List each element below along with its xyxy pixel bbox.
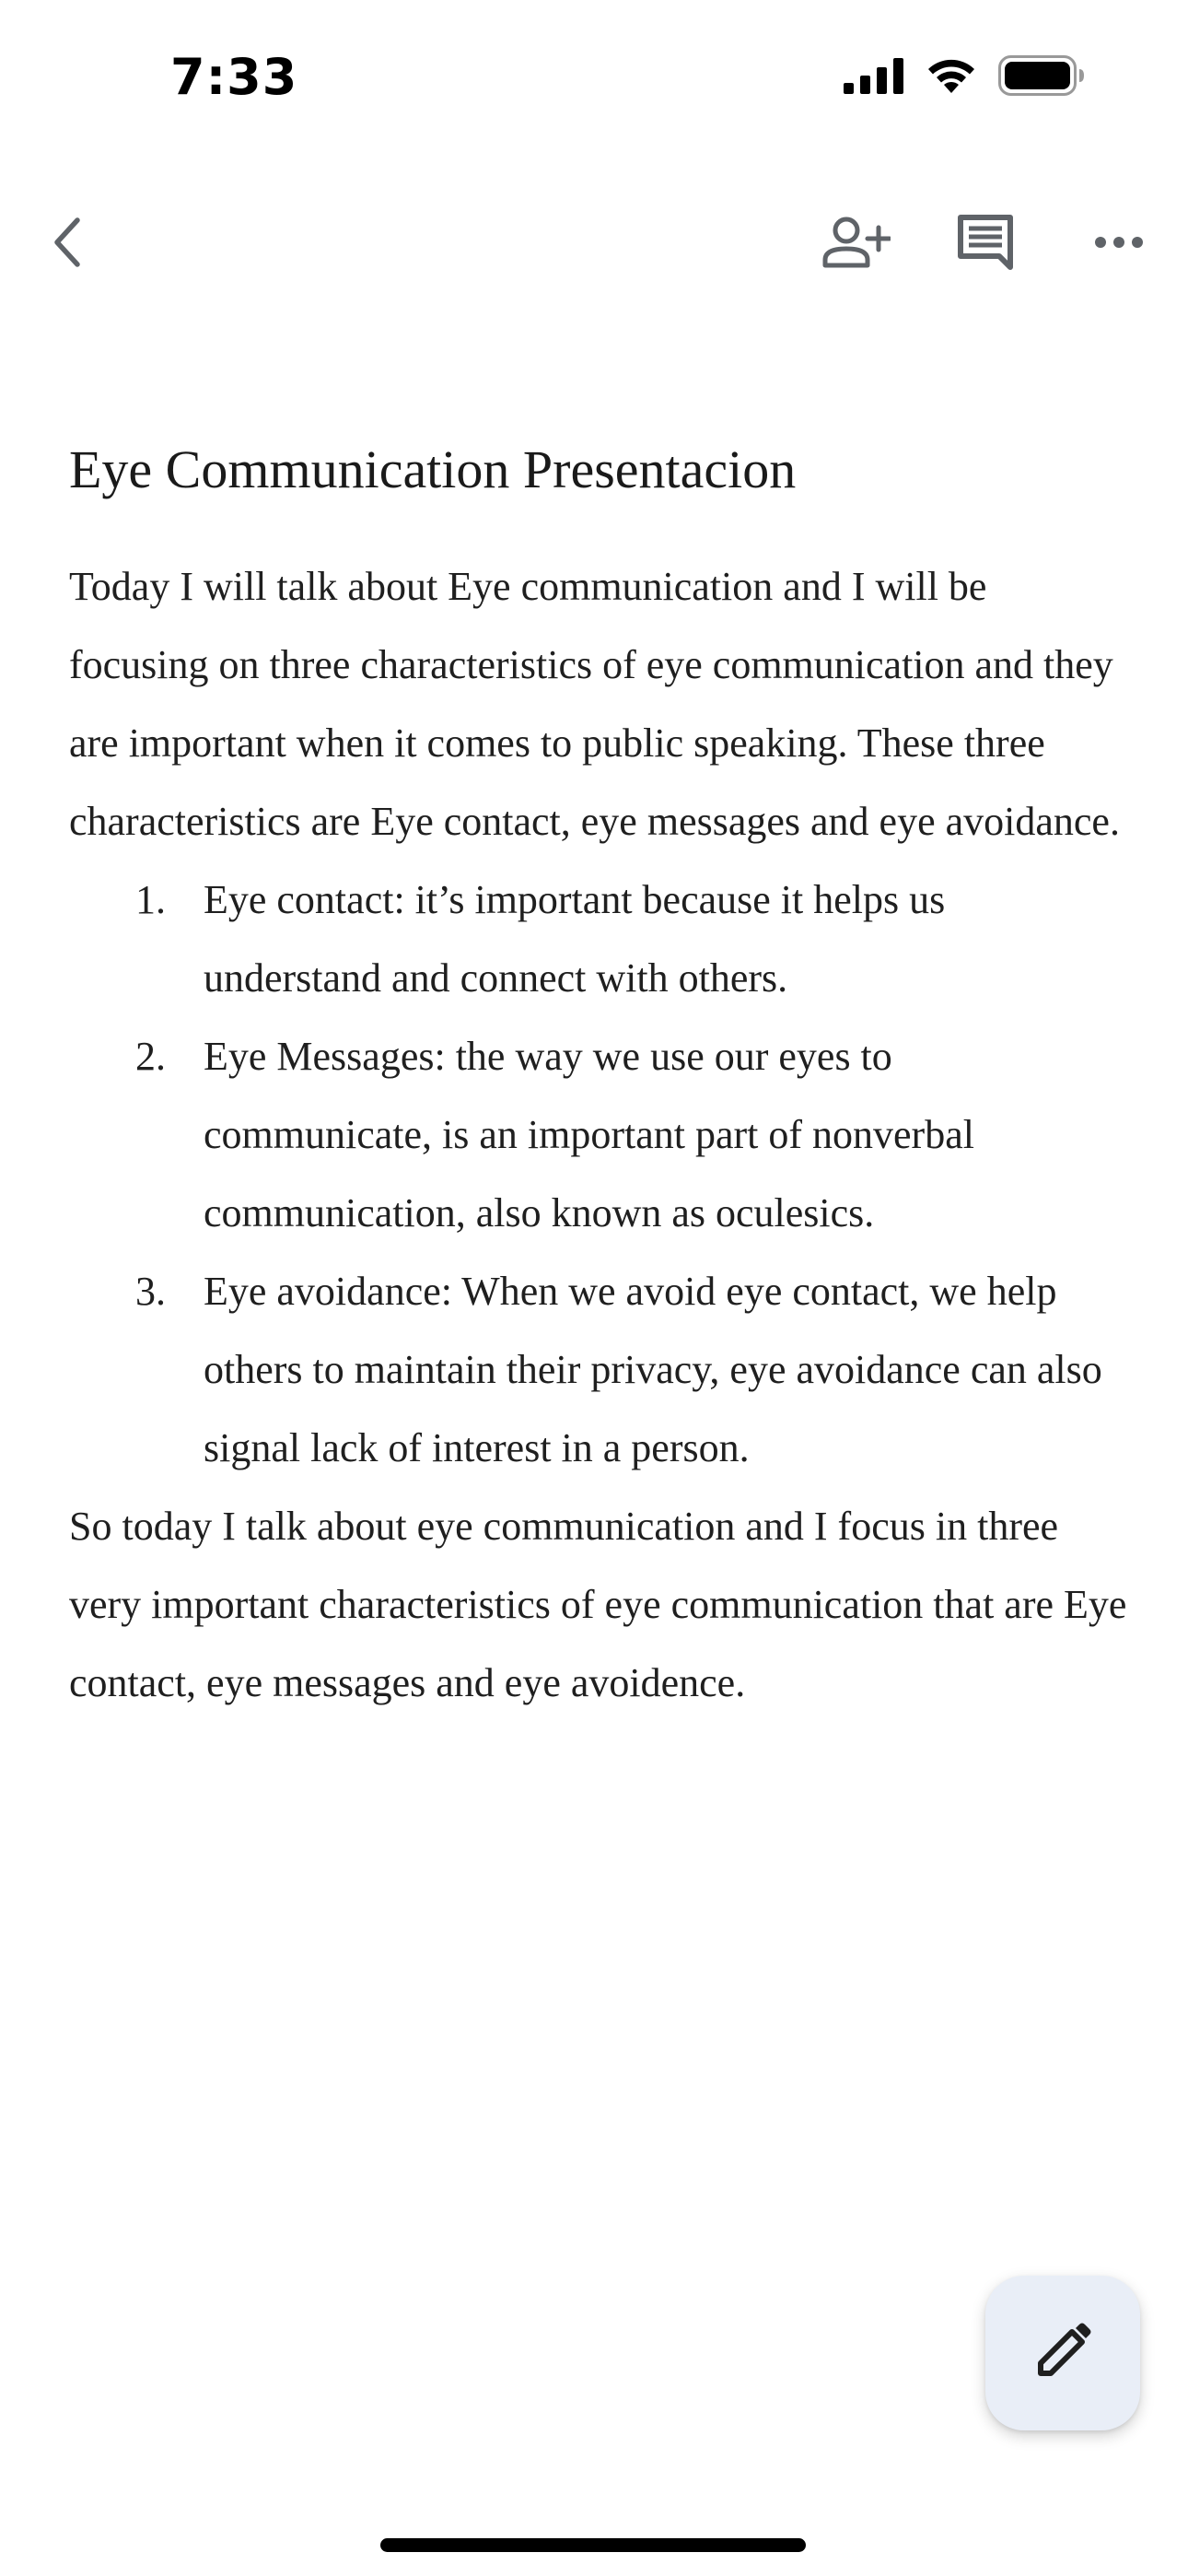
- list-item: [69, 1017, 1128, 1252]
- status-time: 7:33: [170, 48, 298, 106]
- more-horizontal-icon: [1094, 236, 1144, 253]
- characteristics-list: [69, 861, 1128, 1487]
- more-options-button[interactable]: [1073, 193, 1165, 295]
- list-item-text: Eye avoidance: When we avoid eye contact, we help others to maintain their privacy, eye avoidance can also signal lack of interest in a person.: [204, 1269, 1102, 1470]
- status-bar: [0, 0, 1188, 157]
- cellular-signal-icon: [844, 57, 904, 99]
- list-item-number: 1.: [135, 877, 166, 922]
- document-title: Eye Communication Presentacion: [69, 439, 797, 499]
- home-indicator[interactable]: [380, 2538, 806, 2552]
- add-person-icon: [822, 215, 891, 275]
- edit-button[interactable]: [985, 2276, 1140, 2430]
- wifi-icon: [925, 56, 978, 100]
- battery-icon: [998, 55, 1085, 100]
- pencil-icon: [1030, 2318, 1096, 2389]
- list-item: [69, 861, 1128, 1017]
- list-item-number: 3.: [135, 1269, 166, 1314]
- list-item-text: Eye Messages: the way we use our eyes to communicate, is an important part of nonverbal communication, also known as oculesics.: [204, 1034, 974, 1235]
- chevron-left-icon: [46, 215, 87, 275]
- list-item-number: 2.: [135, 1034, 166, 1079]
- status-icons: [844, 55, 1085, 100]
- doc-toolbar: [0, 193, 1188, 295]
- comments-button[interactable]: [939, 193, 1031, 295]
- comment-icon: [955, 212, 1016, 277]
- document-content[interactable]: [69, 433, 1128, 1722]
- list-item: [69, 1252, 1128, 1487]
- list-item-text: Eye contact: it’s important because it helps us understand and connect with others.: [204, 877, 946, 1001]
- intro-paragraph: Today I will talk about Eye communication and I will be focusing on three characteristics of eye communication and they are important when it comes to public speaking. These three characteristics are Eye contact, eye messages and eye avoidance.: [69, 564, 1120, 844]
- conclusion-paragraph: So today I talk about eye communication and I focus in three very important characteristics of eye communication that are Eye contact, eye messages and eye avoidence.: [69, 1504, 1127, 1705]
- back-button[interactable]: [20, 193, 112, 295]
- share-add-people-button[interactable]: [810, 193, 903, 295]
